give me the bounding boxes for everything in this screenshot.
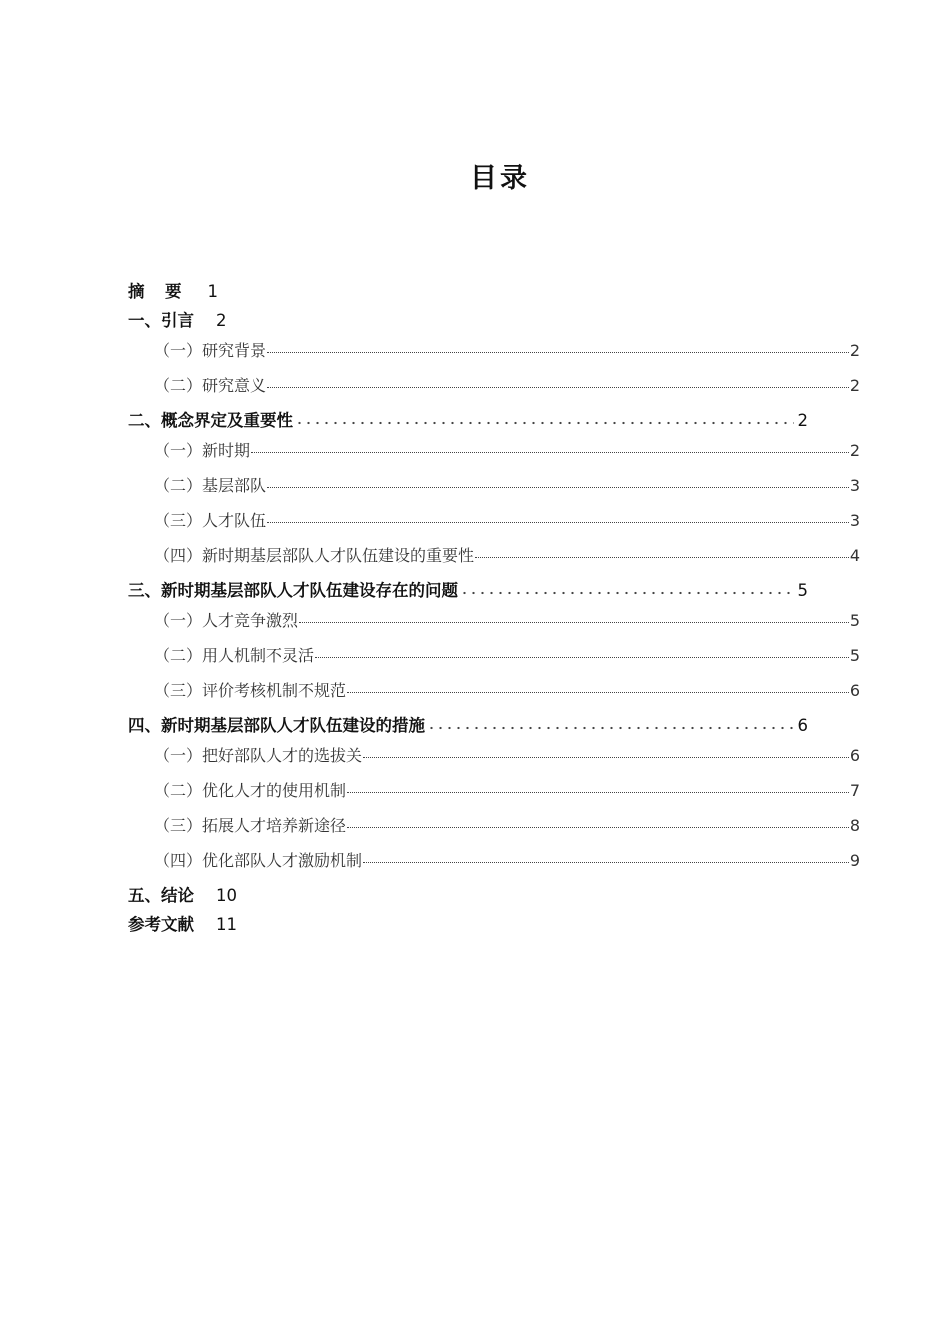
toc-entry-label: （四）新时期基层部队人才队伍建设的重要性 <box>154 546 475 565</box>
toc-entry-chapter-2[interactable] <box>128 407 808 431</box>
toc-entry-page: 7 <box>849 781 860 800</box>
toc-entry-talent-team[interactable] <box>154 508 860 531</box>
toc-entry-label: 三、新时期基层部队人才队伍建设存在的问题 <box>128 581 458 600</box>
toc-entry-fierce-competition[interactable] <box>154 608 860 631</box>
dot-leader <box>267 352 849 353</box>
toc-entry-page: 2 <box>216 311 227 330</box>
toc-entry-research-significance[interactable] <box>154 373 860 396</box>
toc-entry-chapter-4[interactable] <box>128 712 808 736</box>
toc-entry-label: （三）评价考核机制不规范 <box>154 681 347 700</box>
toc-entry-label: （一）新时期 <box>154 441 251 460</box>
dot-leader <box>299 622 849 623</box>
toc-entry-page: 5 <box>849 646 860 665</box>
toc-entry-page: 2 <box>797 411 808 430</box>
toc-entry-page: 1 <box>207 282 218 301</box>
toc-entry-new-era[interactable] <box>154 438 860 461</box>
toc-entry-research-background[interactable] <box>154 338 860 361</box>
dot-leader <box>267 487 849 488</box>
dot-leader <box>267 522 849 523</box>
toc-entry-page: 9 <box>849 851 860 870</box>
dot-leader <box>295 421 794 425</box>
toc-entry-conclusion[interactable] <box>128 882 237 906</box>
toc-entry-inflexible-mechanism[interactable] <box>154 643 860 666</box>
toc-entry-selection[interactable] <box>154 743 860 766</box>
toc-entry-chapter-3[interactable] <box>128 577 808 601</box>
dot-leader <box>267 387 849 388</box>
dot-leader <box>347 692 849 693</box>
toc-entry-page: 10 <box>216 886 237 905</box>
toc-entry-page: 8 <box>849 816 860 835</box>
toc-entry-page: 3 <box>849 476 860 495</box>
toc-entry-importance[interactable] <box>154 543 860 566</box>
toc-entry-page: 2 <box>849 376 860 395</box>
toc-entry-page: 6 <box>849 681 860 700</box>
dot-leader <box>315 657 849 658</box>
toc-entry-page: 11 <box>216 915 237 934</box>
dot-leader <box>251 452 849 453</box>
toc-entry-page: 6 <box>849 746 860 765</box>
dot-leader <box>475 557 849 558</box>
toc-entry-label: （二）基层部队 <box>154 476 267 495</box>
toc-entry-label: （二）研究意义 <box>154 376 267 395</box>
toc-entry-grassroots-units[interactable] <box>154 473 860 496</box>
toc-entry-label: 参考文献 <box>128 915 194 934</box>
toc-entry-introduction[interactable] <box>128 307 227 331</box>
toc-entry-label: （三）拓展人才培养新途径 <box>154 816 347 835</box>
toc-entry-label: 四、新时期基层部队人才队伍建设的措施 <box>128 716 425 735</box>
toc-entry-label: （一）人才竞争激烈 <box>154 611 299 630</box>
toc-entry-page: 4 <box>849 546 860 565</box>
toc-entry-references[interactable] <box>128 911 237 935</box>
toc-entry-page: 6 <box>797 716 808 735</box>
toc-entry-page: 3 <box>849 511 860 530</box>
toc-entry-usage-mechanism[interactable] <box>154 778 860 801</box>
toc-entry-page: 2 <box>849 441 860 460</box>
toc-entry-training-paths[interactable] <box>154 813 860 836</box>
toc-entry-page: 5 <box>797 581 808 600</box>
toc-entry-label: 二、概念界定及重要性 <box>128 411 293 430</box>
toc-entry-incentive-mechanism[interactable] <box>154 848 860 871</box>
dot-leader <box>427 726 794 730</box>
toc-entry-evaluation-mechanism[interactable] <box>154 678 860 701</box>
dot-leader <box>347 827 849 828</box>
toc-entry-label: 五、结论 <box>128 886 194 905</box>
toc-entry-page: 5 <box>849 611 860 630</box>
toc-entry-label: 摘 要 <box>128 282 184 301</box>
toc-entry-label: （三）人才队伍 <box>154 511 267 530</box>
dot-leader <box>460 591 794 595</box>
toc-entry-page: 2 <box>849 341 860 360</box>
toc-entry-label: （二）优化人才的使用机制 <box>154 781 347 800</box>
toc-entry-label: （一）把好部队人才的选拔关 <box>154 746 363 765</box>
toc-entry-label: （四）优化部队人才激励机制 <box>154 851 363 870</box>
toc-entry-abstract[interactable] <box>128 278 218 302</box>
dot-leader <box>347 792 849 793</box>
toc-entry-label: 一、引言 <box>128 311 194 330</box>
dot-leader <box>363 862 849 863</box>
toc-title: 目录 <box>470 163 530 194</box>
toc-entry-label: （二）用人机制不灵活 <box>154 646 315 665</box>
toc-entry-label: （一）研究背景 <box>154 341 267 360</box>
dot-leader <box>363 757 849 758</box>
